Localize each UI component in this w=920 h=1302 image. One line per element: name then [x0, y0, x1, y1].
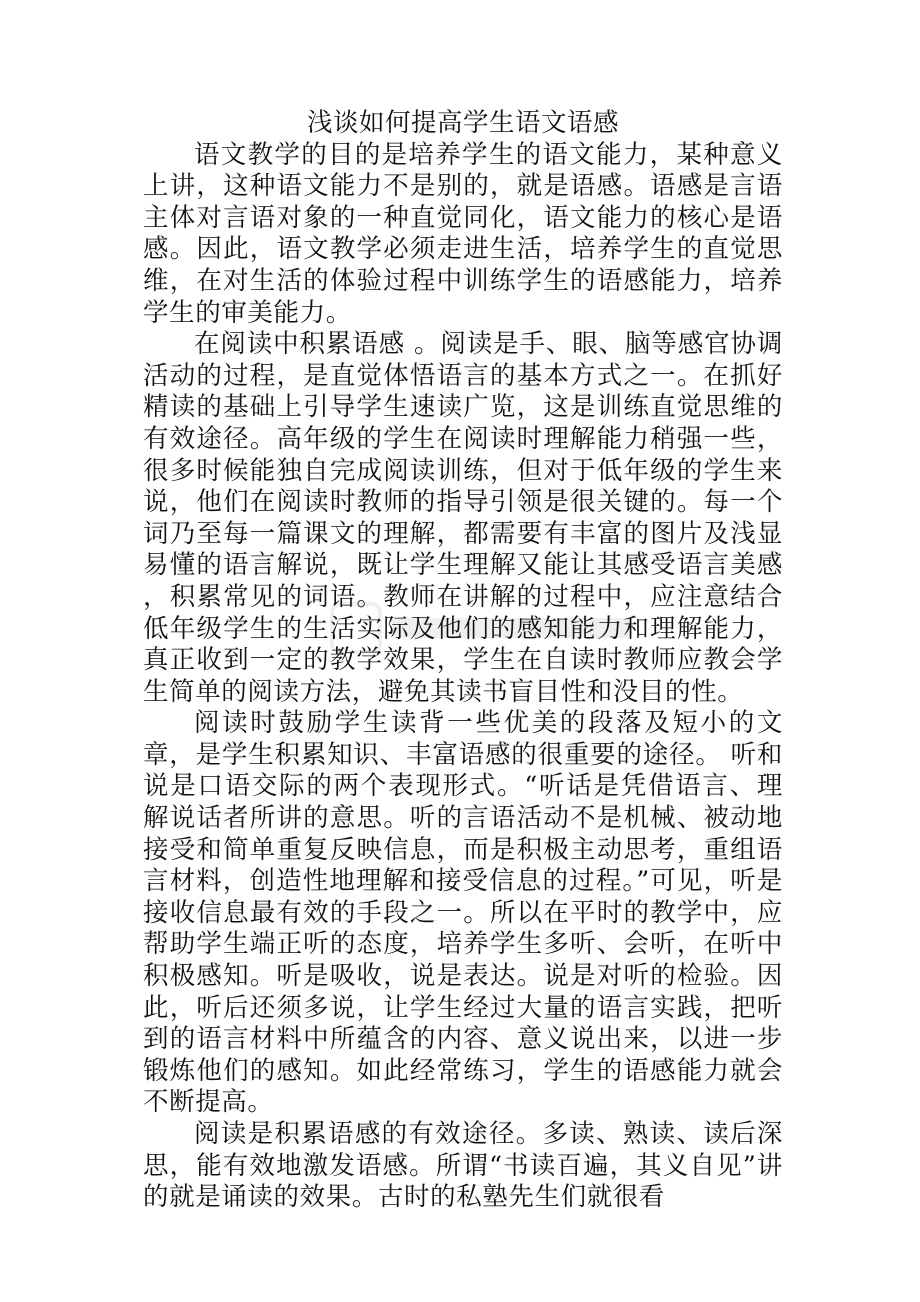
paragraph-4: 阅读是积累语感的有效途径。多读、熟读、读后深思，能有效地激发语感。所谓“书读百遍，其义自见”讲的就是诵读的效果。古时的私塾先生们就很看: [143, 1119, 783, 1213]
paragraph-1: 语文教学的目的是培养学生的语文能力，某种意义上讲，这种语文能力不是别的，就是语感。语感是言语主体对言语对象的一种直觉同化，语文能力的核心是语感。因此，语文教学必须走进生活，培养学生的直觉思维，在对生活的体验过程中训练学生的语感能力，培养学生的审美能力。: [143, 139, 783, 328]
paragraph-3: 阅读时鼓励学生读背一些优美的段落及短小的文章，是学生积累知识、丰富语感的很重要的途径。 听和说是口语交际的两个表现形式。“听话是凭借语言、理解说话者所讲的意思。听的言语活动不是机械、被动地接受和简单重复反映信息，而是积极主动思考，重组语言材料，创造性地理解和接受信息的过程。”可见，听是接收信息最有效的手段之一。所以在平时的教学中，应帮助学生端正听的态度，培养学生多听、会听，在听中积极感知。听是吸收，说是表达。说是对听的检验。因此，听后还须多说，让学生经过大量的语言实践，把听到的语言材料中所蕴含的内容、意义说出来，以进一步锻炼他们的感知。如此经常练习，学生的语感能力就会不断提高。: [143, 708, 783, 1118]
paragraph-2: 在阅读中积累语感 。阅读是手、眼、脑等感官协调活动的过程，是直觉体悟语言的基本方式之一。在抓好精读的基础上引导学生速读广览，这是训练直觉思维的有效途径。高年级的学生在阅读时理解能力稍强一些，很多时候能独自完成阅读训练，但对于低年级的学生来说，他们在阅读时教师的指导引领是很关键的。每一个词乃至每一篇课文的理解，都需要有丰富的图片及浅显易懂的语言解说，既让学生理解又能让其感受语言美感 ，积累常见的词语。教师在讲解的过程中，应注意结合低年级学生的生活实际及他们的感知能力和理解能力，真正收到一定的教学效果，学生在自读时教师应教会学生简单的阅读方法，避免其读书盲目性和没目的性。: [143, 329, 783, 707]
document-title: 浅谈如何提高学生语文语感: [306, 108, 619, 138]
document-body: [143, 108, 783, 1214]
